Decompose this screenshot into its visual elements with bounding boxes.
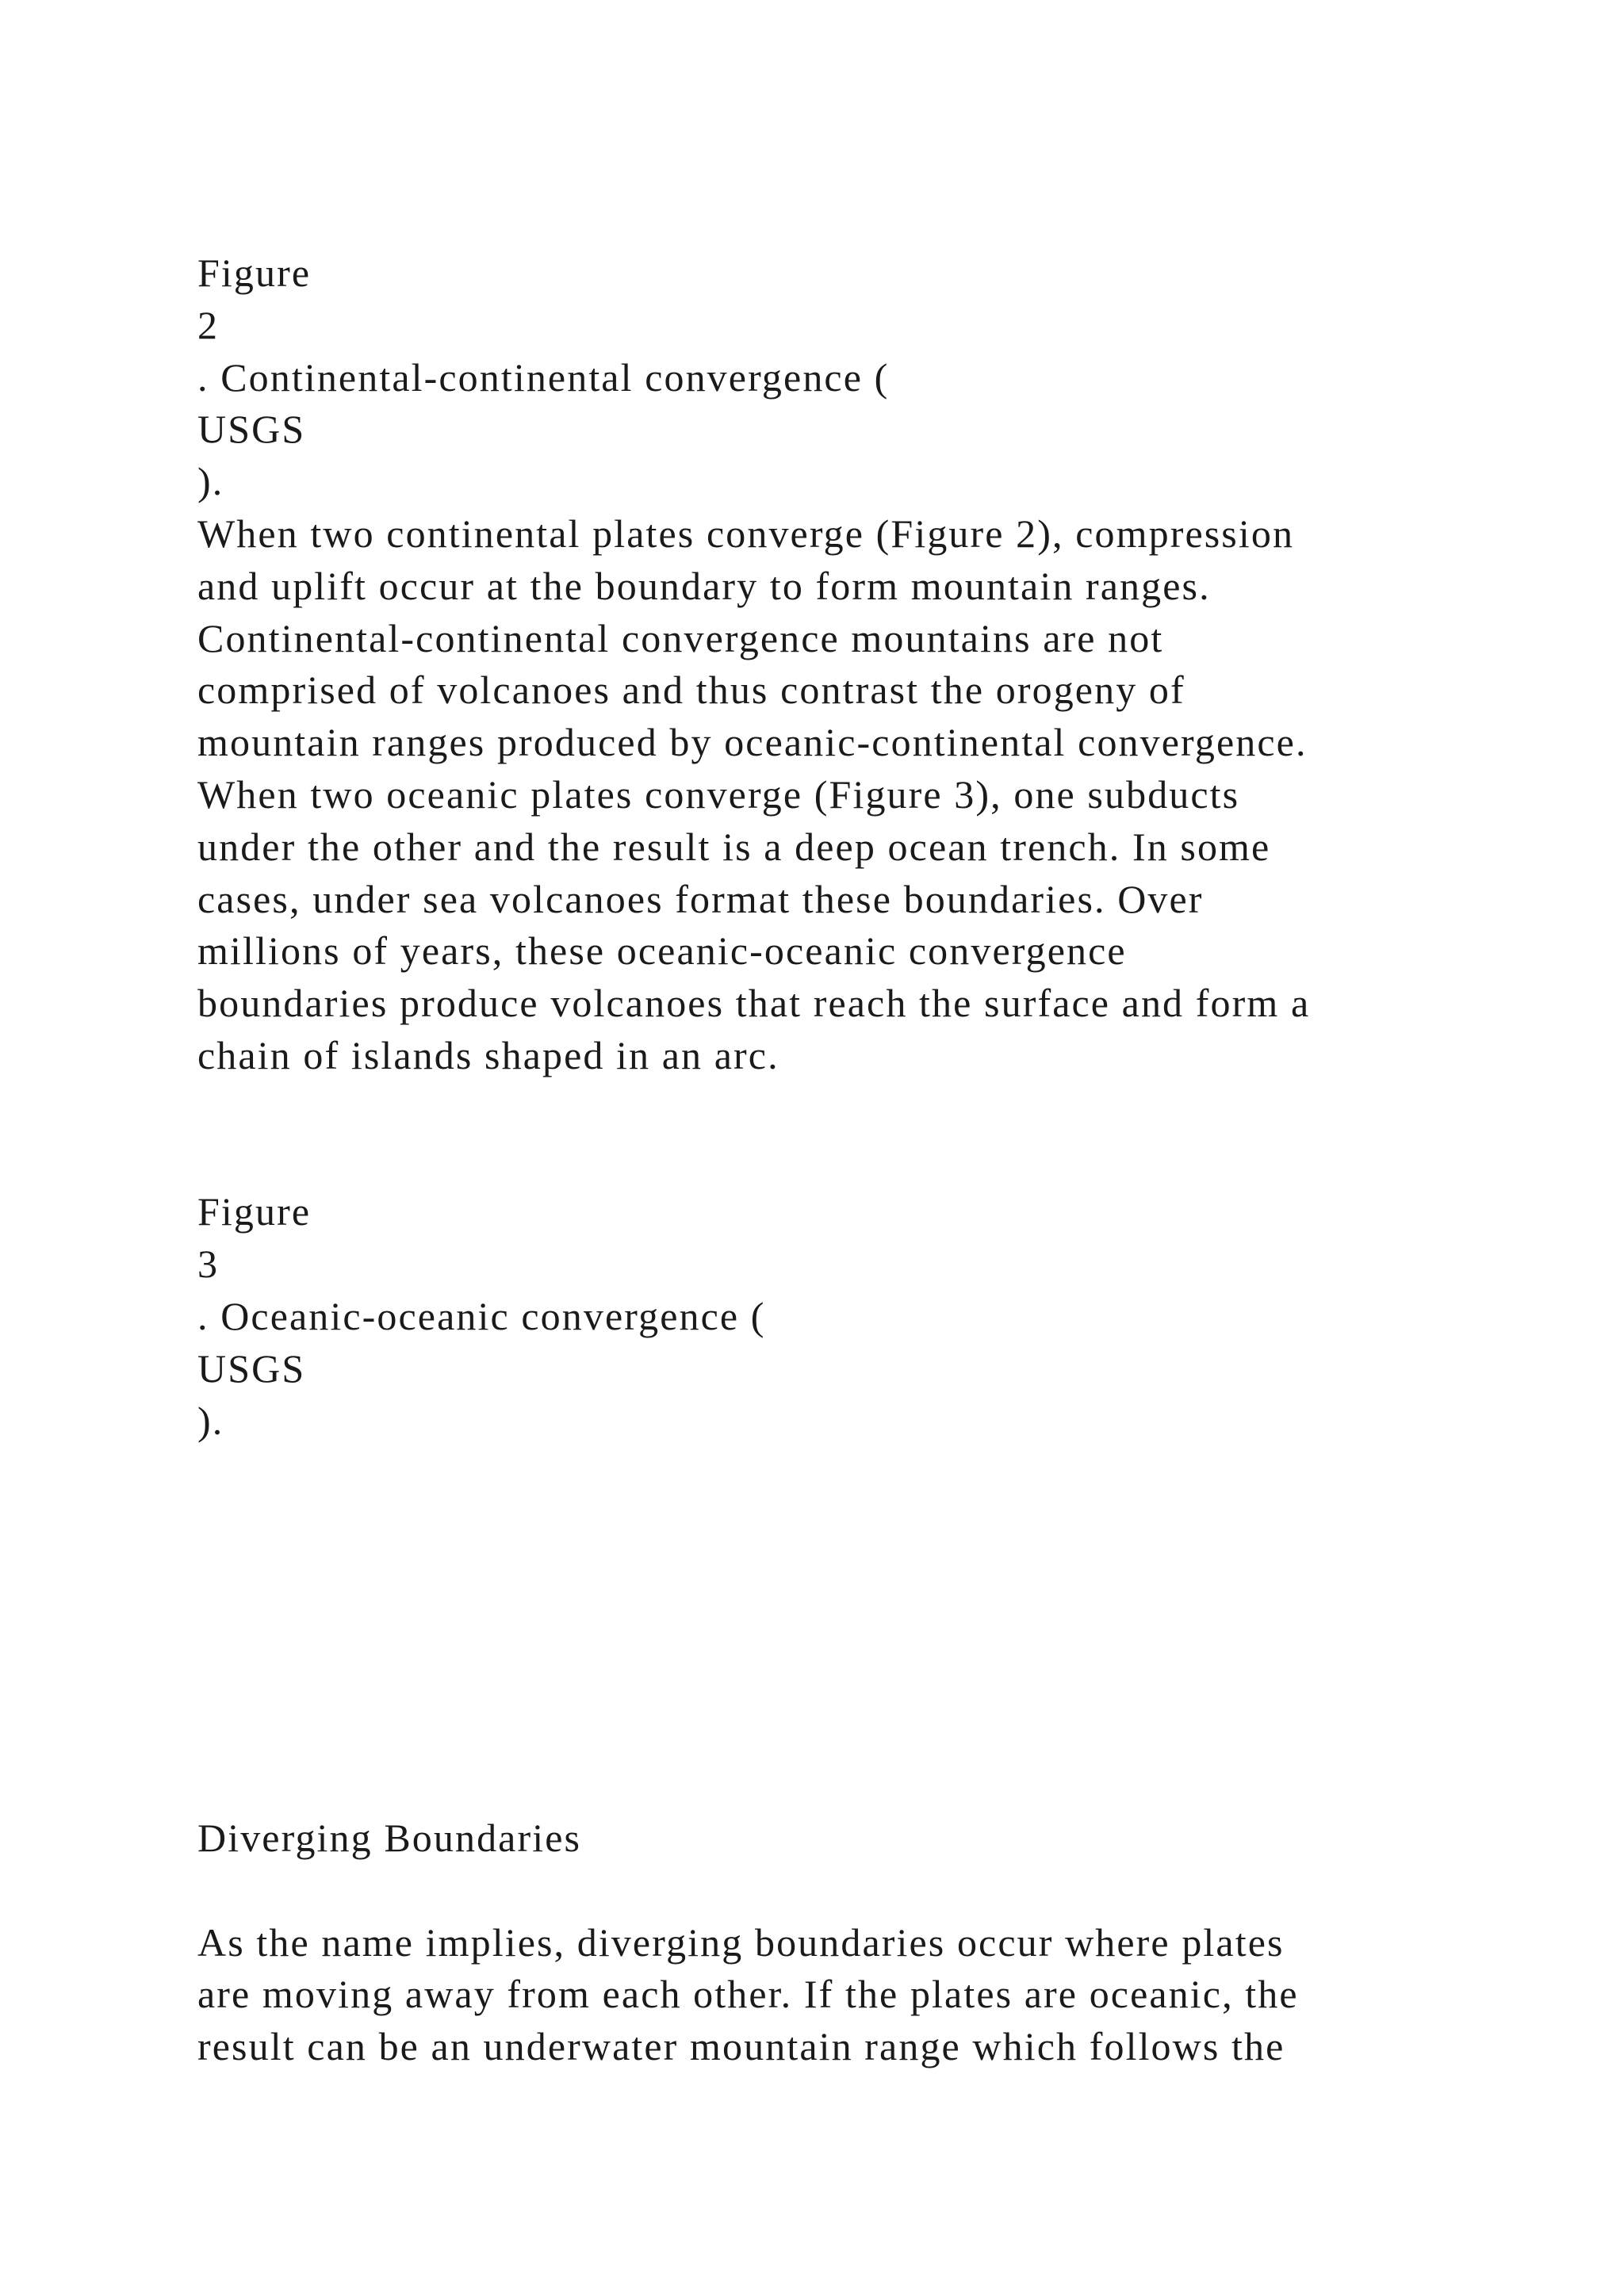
- text-line: comprised of volcanoes and thus contrast the orogeny of: [197, 668, 1185, 713]
- blank-line: [197, 1447, 1310, 1499]
- blank-line: [197, 1865, 1310, 1917]
- blank-line: [197, 1656, 1310, 1709]
- text-line: As the name implies, diverging boundaries occur where plates: [197, 1919, 1285, 1965]
- text-line: When two continental plates converge (Figure 2), compression: [197, 511, 1295, 556]
- document-body: [197, 247, 1310, 2073]
- text-line: result can be an underwater mountain range which follows the: [197, 2024, 1285, 2069]
- text-line: chain of islands shaped in an arc.: [197, 1032, 779, 1077]
- text-line: and uplift occur at the boundary to form mountain ranges.: [197, 563, 1211, 608]
- text-line: cases, under sea volcanoes format these boundaries. Over: [197, 876, 1204, 921]
- text-line: Continental-continental convergence mountains are not: [197, 615, 1164, 660]
- text-line: are moving away from each other. If the plates are oceanic, the: [197, 1972, 1299, 2017]
- text-line: boundaries produce volcanoes that reach the surface and form a: [197, 981, 1311, 1026]
- text-line: ).: [197, 1398, 224, 1443]
- section-heading: Diverging Boundaries: [197, 1815, 582, 1860]
- text-line: ).: [197, 459, 224, 504]
- text-line: 2: [197, 302, 220, 347]
- text-line: USGS: [197, 1345, 306, 1391]
- blank-line: [197, 1604, 1310, 1656]
- blank-line: [197, 1135, 1310, 1187]
- text-line: USGS: [197, 407, 306, 452]
- blank-line: [197, 1082, 1310, 1135]
- text-line: under the other and the result is a deep ocean trench. In some: [197, 824, 1271, 869]
- text-line: When two oceanic plates converge (Figure 3), one subducts: [197, 771, 1240, 817]
- blank-line: [197, 1760, 1310, 1812]
- blank-line: [197, 1708, 1310, 1760]
- text-line: millions of years, these oceanic-oceanic convergence: [197, 928, 1127, 974]
- blank-line: [197, 1552, 1310, 1604]
- text-line: . Continental-continental convergence (: [197, 354, 890, 400]
- text-line: Figure: [197, 251, 312, 295]
- text-line: 3: [197, 1242, 220, 1287]
- text-line: Figure: [197, 1189, 312, 1234]
- text-line: . Oceanic-oceanic convergence (: [197, 1293, 766, 1338]
- blank-line: [197, 1499, 1310, 1552]
- text-line: mountain ranges produced by oceanic-continental convergence.: [197, 720, 1308, 765]
